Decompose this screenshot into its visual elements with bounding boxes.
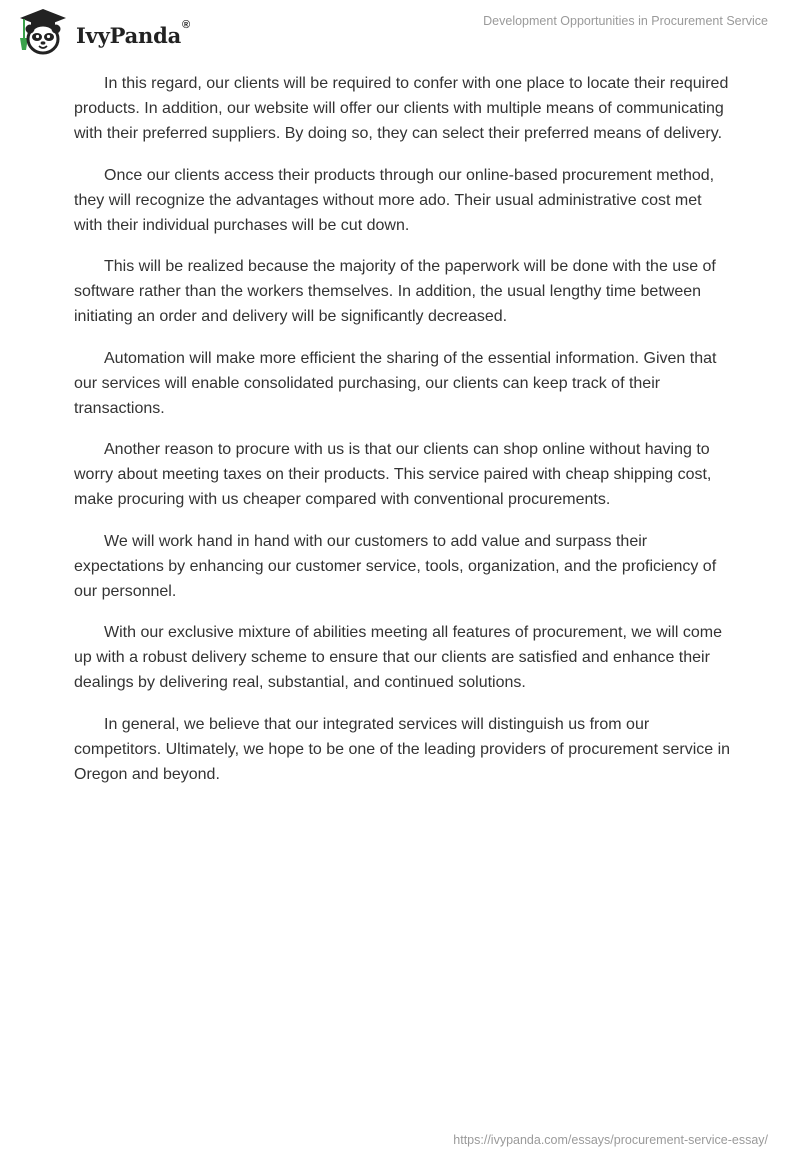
paragraph: In this regard, our clients will be required to confer with one place to locate their required products. In addition, our website will offer our clients with multiple means of communicating with their preferred suppliers. By doing so, they can select their preferred means of delivery. (74, 75, 729, 142)
paragraph: Once our clients access their products through our online-based procurement method, they will recognize the advantages without more ado. Their usual administrative cost met with their individual purchases will be cut down. (74, 166, 715, 234)
paragraph: With our exclusive mixture of abilities meeting all features of procurement, we will come up with a robust delivery scheme to ensure that our clients are satisfied and enhance their dealings by delivering real, substantial, and continued solutions. (74, 624, 723, 691)
document-title: Development Opportunities in Procurement Service (483, 14, 768, 28)
source-url-link[interactable]: https://ivypanda.com/essays/procurement-service-essay/ (453, 1133, 768, 1147)
brand-name-text: IvyPanda (76, 22, 182, 48)
ivypanda-logo[interactable] (14, 8, 190, 58)
registered-mark: ® (182, 18, 190, 31)
essay-body (74, 71, 734, 803)
paragraph: Automation will make more efficient the sharing of the essential information. Given that our services will enable consolidated purchasing, our clients can keep track of their transactions. (74, 349, 717, 417)
panda-graduate-icon (14, 8, 72, 58)
paragraph: In general, we believe that our integrated services will distinguish us from our competitors. Ultimately, we hope to be one of the leading providers of procurement service in Oregon and beyond. (74, 715, 731, 783)
paragraph: This will be realized because the majority of the paperwork will be done with the use of software rather than the workers themselves. In addition, the usual lengthy time between initiating an order and delivery will be significantly decreased. (74, 258, 716, 325)
paragraph: Another reason to procure with us is that our clients can shop online without having to worry about meeting taxes on their products. This service paired with cheap shipping cost, make procuring with us cheaper compared with conventional procurements. (74, 441, 712, 508)
brand-name (76, 18, 190, 48)
paragraph: We will work hand in hand with our customers to add value and surpass their expectations by enhancing our customer service, tools, organization, and the proficiency of our personnel. (74, 532, 717, 600)
page-header (0, 0, 800, 64)
